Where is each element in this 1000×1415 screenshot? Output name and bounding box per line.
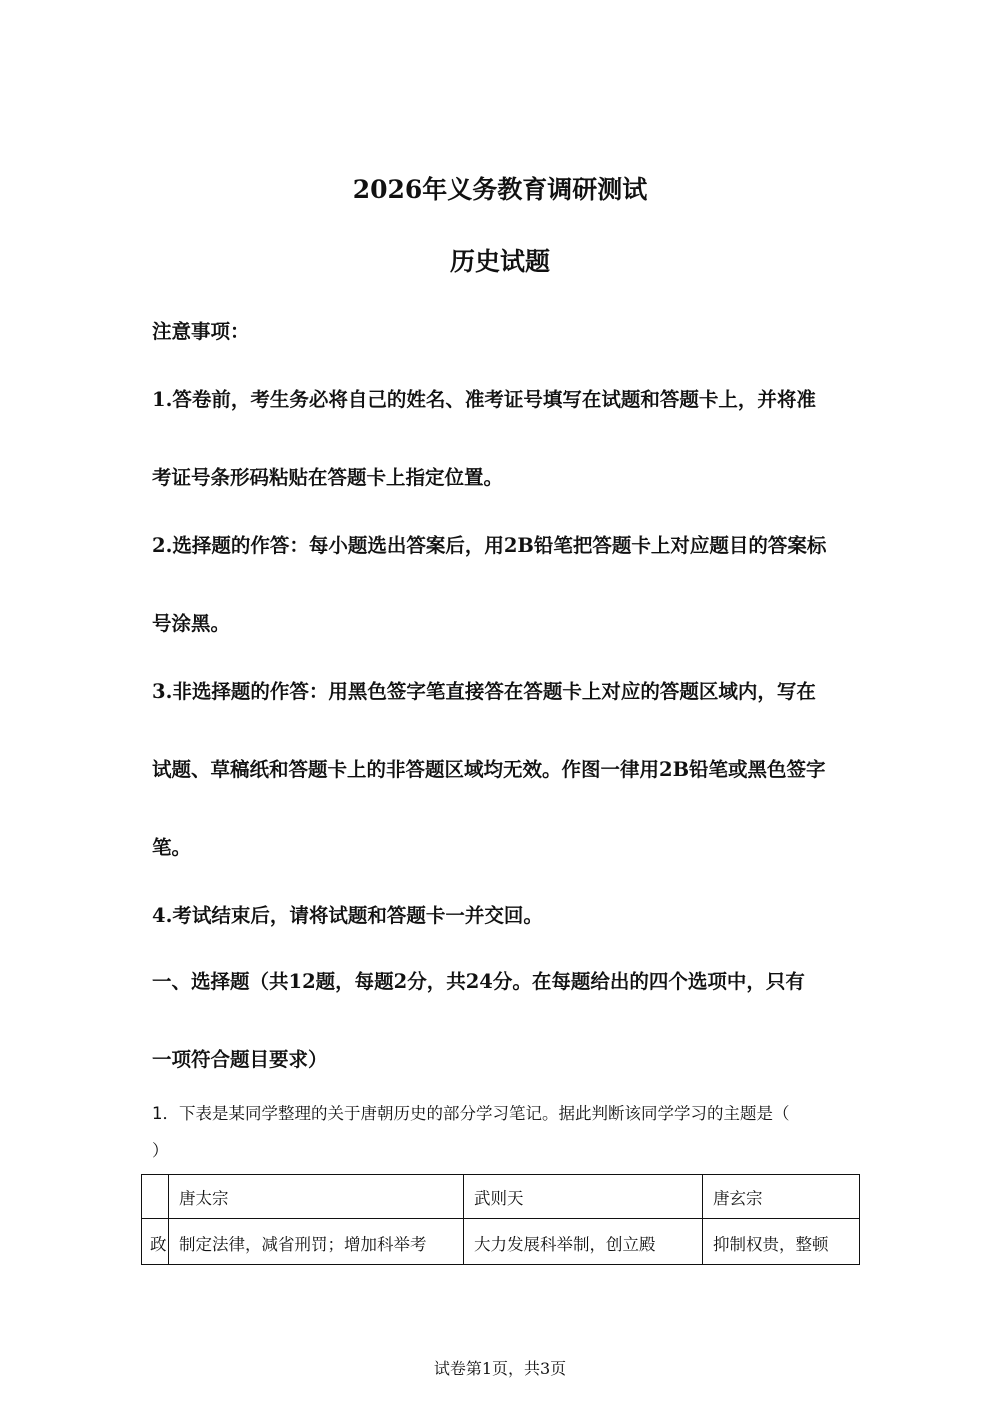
section-heading-cont: 一项符合题目要求） xyxy=(152,1048,328,1071)
table-cell: 唐太宗 xyxy=(169,1175,464,1219)
exam-title: 2026年义务教育调研测试 xyxy=(352,175,648,204)
question-1-table xyxy=(141,1174,860,1265)
section-heading: 一、选择题（共12题，每题2分，共24分。在每题给出的四个选项中，只有 xyxy=(152,970,805,993)
instructions-heading: 注意事项： xyxy=(152,320,250,343)
instruction-line: 笔。 xyxy=(152,836,192,859)
table-cell: 制定法律，减省刑罚；增加科举考 xyxy=(169,1219,464,1265)
instruction-line: 4.考试结束后，请将试题和答题卡一并交回。 xyxy=(152,904,543,927)
question-1-stem-cont: ） xyxy=(152,1141,169,1160)
table-row xyxy=(142,1219,860,1265)
instruction-line: 2.选择题的作答：每小题选出答案后，用2B铅笔把答题卡上对应题目的答案标 xyxy=(152,534,827,557)
instruction-line: 1.答卷前，考生务必将自己的姓名、准考证号填写在试题和答题卡上，并将准 xyxy=(152,388,816,411)
question-1-stem: 1．下表是某同学整理的关于唐朝历史的部分学习笔记。据此判断该同学学习的主题是（ xyxy=(152,1104,790,1123)
instruction-line: 号涂黑。 xyxy=(152,612,231,635)
page-footer: 试卷第1页，共3页 xyxy=(433,1359,567,1378)
table-header-row xyxy=(142,1175,860,1219)
instruction-line: 3.非选择题的作答：用黑色签字笔直接答在答题卡上对应的答题区域内，写在 xyxy=(152,680,816,703)
table-cell: 唐玄宗 xyxy=(703,1175,860,1219)
table-cell: 大力发展科举制，创立殿 xyxy=(464,1219,703,1265)
instruction-line: 考证号条形码粘贴在答题卡上指定位置。 xyxy=(152,466,504,489)
table-cell: 政 xyxy=(142,1219,169,1265)
instruction-line: 试题、草稿纸和答题卡上的非答题区域均无效。作图一律用2B铅笔或黑色签字 xyxy=(152,758,826,781)
table-cell: 抑制权贵，整顿 xyxy=(703,1219,860,1265)
table-cell: 武则天 xyxy=(464,1175,703,1219)
exam-subject: 历史试题 xyxy=(449,247,550,276)
table-cell xyxy=(142,1175,169,1219)
